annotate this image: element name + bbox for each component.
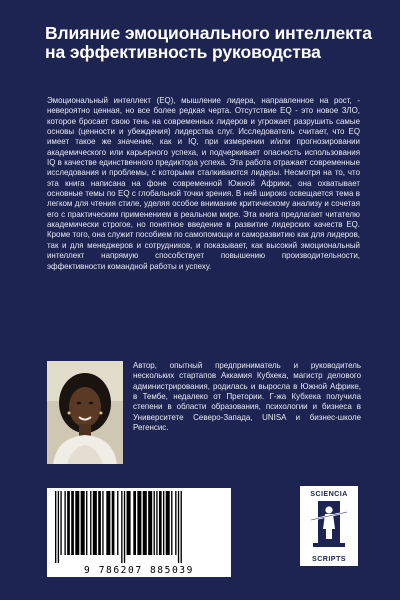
publisher-logo-top-text: SCIENCIA xyxy=(310,489,348,498)
publisher-logo xyxy=(300,486,358,566)
book-title: Влияние эмоционального интеллекта на эффективность руководства xyxy=(45,23,372,62)
isbn-barcode xyxy=(47,488,231,577)
publisher-logo-bottom-text: SCRIPTS xyxy=(312,554,346,563)
author-photo xyxy=(47,361,123,464)
book-description: Эмоциональный интеллект (EQ), мышление лидера, направленное на рост, - невероятно ценная, но все более редкая черта. Отсутствие EQ - это новое ЗЛО, которое бросает свою тень на современных лидеров и угрожает разрушить самые основы (ценности и убеждения) лидерства слуг. Исследователь считает, что EQ имеет такое же значение, как и IQ, при измерении и/или прогнозировании академического или карьерного успеха, и подчеркивает опасность использования IQ в качестве единственного предиктора успеха. Эта работа отражает современные исследования и проблемы, с которыми сталкиваются лидеры. Несмотря на то, что эта книга написана на фоне современной Южной Африки, она охватывает основные темы по EQ с глобальной точки зрения. В ней широко освещается тема в легком для чтения стиле, уделяя особое внимание критическому анализу и сочетая его с практическим применением в реальном мире. Эта книга предлагает читателю академически строгое, но понятное введение в развитие лидерских качеств EQ. Кроме того, она служит пособием по самопомощи и саморазвитию как для лидеров, так и для менеджеров и сотрудников, и показывает, как высокий эмоциональный интеллект напрямую способствует повышению производительности, эффективности командной работы и успеху. xyxy=(47,96,360,271)
scholar-figure-icon xyxy=(309,499,349,551)
author-bio: Автор, опытный предприниматель и руководитель нескольких стартапов Аккамия Кубхека, магистр делового администрирования, родилась и выросла в Южной Африке, в Тембе, недалеко от Претории. Г-жа Кубхека получила степени в области образования, психологии и бизнеса в Университете Северо-Запада, UNISA и бизнес-школе Регенсис. xyxy=(133,361,361,433)
isbn-number: 9 786207 885039 xyxy=(84,565,194,576)
barcode-bars xyxy=(51,491,227,563)
